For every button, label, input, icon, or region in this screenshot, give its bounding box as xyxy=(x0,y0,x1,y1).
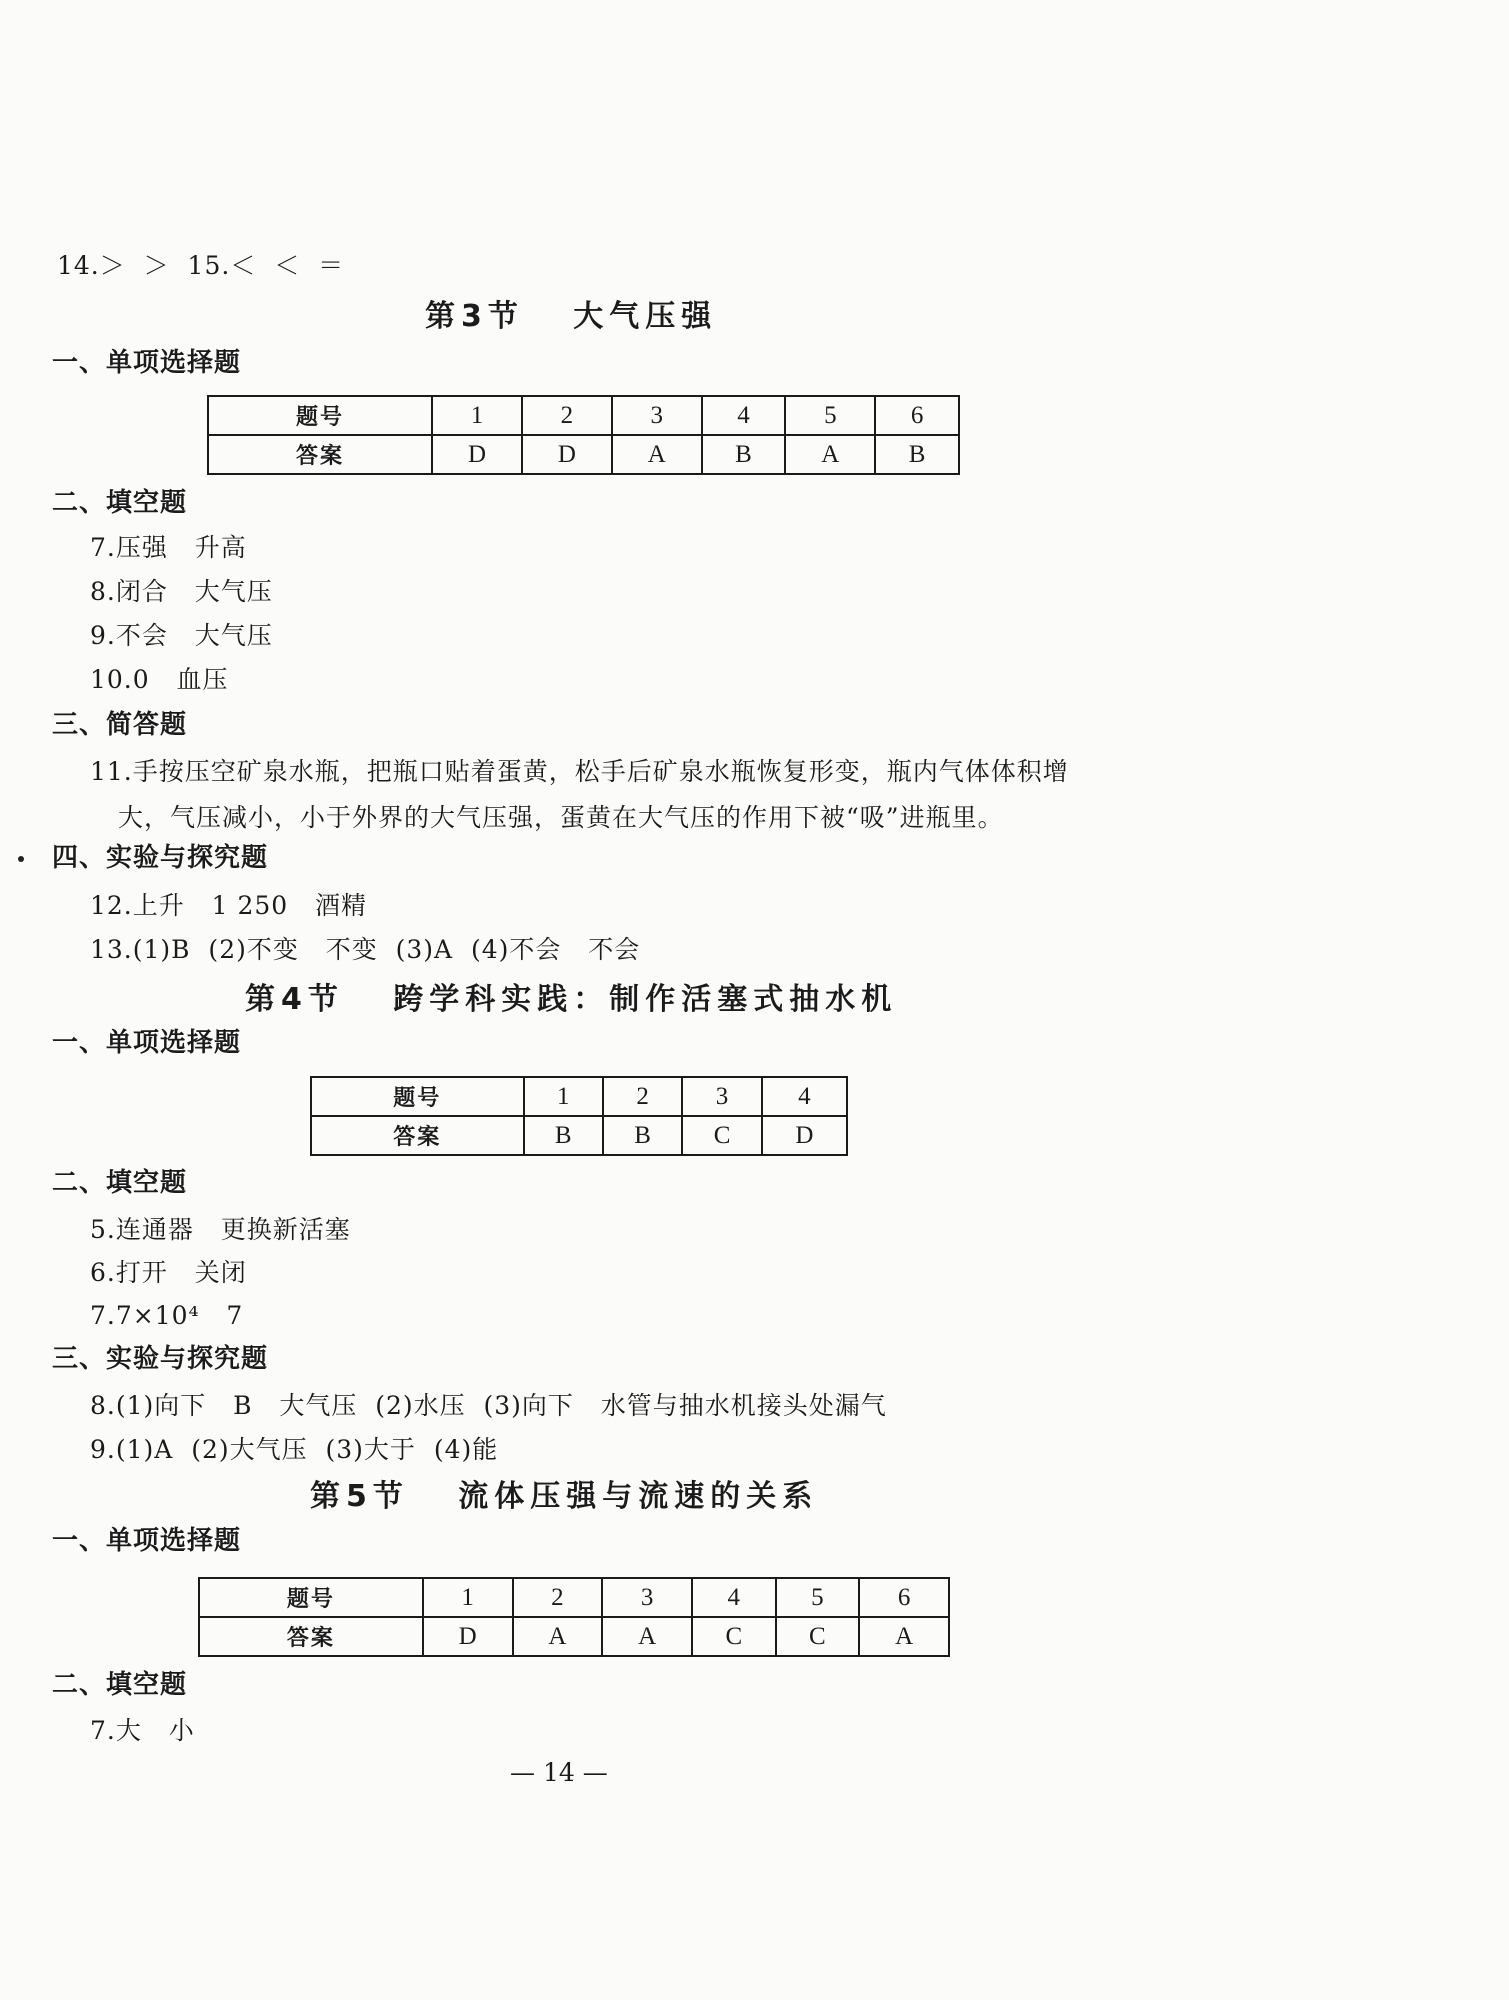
section-heading: 二、填空题 xyxy=(52,488,188,518)
table-cell: D xyxy=(423,1617,513,1656)
answer-table xyxy=(207,395,960,475)
table-cell: 1 xyxy=(432,396,522,435)
table-row xyxy=(208,396,959,435)
table-cell: 1 xyxy=(423,1578,513,1617)
answer-line: 8.(1)向下 B 大气压 (2)水压 (3)向下 水管与抽水机接头处漏气 xyxy=(90,1391,887,1420)
bullet-dot xyxy=(18,856,24,862)
table-cell: 答案 xyxy=(311,1116,524,1155)
table-cell: 题号 xyxy=(311,1077,524,1116)
table-cell: 6 xyxy=(875,396,959,435)
table-cell: C xyxy=(682,1116,761,1155)
table-cell: 2 xyxy=(603,1077,682,1116)
table-cell: 3 xyxy=(602,1578,692,1617)
answer-line: 8.闭合 大气压 xyxy=(90,577,273,606)
table-cell: 3 xyxy=(612,396,702,435)
table-row xyxy=(311,1077,847,1116)
table-cell: A xyxy=(785,435,875,474)
answer-line: 7.7×10⁴ 7 xyxy=(90,1301,244,1330)
table-cell: 1 xyxy=(524,1077,603,1116)
section-heading: 一、单项选择题 xyxy=(52,1028,242,1058)
table-cell: 题号 xyxy=(208,396,432,435)
answer-line: 12.上升 1 250 酒精 xyxy=(90,891,368,920)
table-cell: 3 xyxy=(682,1077,761,1116)
table-cell: 6 xyxy=(859,1578,949,1617)
table-cell: B xyxy=(875,435,959,474)
table-cell: 题号 xyxy=(199,1578,423,1617)
section-title: 第4节 跨学科实践：制作活塞式抽水机 xyxy=(245,982,898,1017)
table-cell: 答案 xyxy=(208,435,432,474)
table-cell: B xyxy=(702,435,786,474)
table-row xyxy=(199,1578,949,1617)
section-heading: 二、填空题 xyxy=(52,1670,188,1700)
table-cell: A xyxy=(859,1617,949,1656)
table-cell: C xyxy=(692,1617,776,1656)
table-cell: D xyxy=(762,1116,847,1155)
answer-table xyxy=(198,1577,950,1657)
table-row xyxy=(208,435,959,474)
section-heading: 三、实验与探究题 xyxy=(52,1344,269,1374)
table-row xyxy=(311,1116,847,1155)
section-title: 第3节 大气压强 xyxy=(425,299,718,334)
table-cell: 4 xyxy=(762,1077,847,1116)
section-heading: 一、单项选择题 xyxy=(52,1526,242,1556)
answer-line: 6.打开 关闭 xyxy=(90,1258,247,1287)
answer-line: 大，气压减小，小于外界的大气压强，蛋黄在大气压的作用下被“吸”进瓶里。 xyxy=(118,803,1004,832)
table-cell: D xyxy=(522,435,612,474)
table-cell: A xyxy=(602,1617,692,1656)
answer-table xyxy=(310,1076,848,1156)
table-cell: C xyxy=(776,1617,860,1656)
table-cell: 2 xyxy=(513,1578,603,1617)
answer-line: 7.大 小 xyxy=(90,1716,195,1745)
table-cell: B xyxy=(603,1116,682,1155)
table-cell: A xyxy=(513,1617,603,1656)
table-cell: 4 xyxy=(692,1578,776,1617)
table-cell: 答案 xyxy=(199,1617,423,1656)
answer-line: 13.(1)B (2)不变 不变 (3)A (4)不会 不会 xyxy=(90,935,641,964)
section-heading: 一、单项选择题 xyxy=(52,348,242,378)
table-cell: 2 xyxy=(522,396,612,435)
answer-line: 5.连通器 更换新活塞 xyxy=(90,1215,351,1244)
section-title: 第5节 流体压强与流速的关系 xyxy=(310,1479,819,1514)
answer-line-14-15: 14.＞ ＞ 15.＜ ＜ ＝ xyxy=(57,251,345,280)
section-heading: 三、简答题 xyxy=(52,710,188,740)
section-heading: 四、实验与探究题 xyxy=(52,843,269,873)
table-cell: 4 xyxy=(702,396,786,435)
answer-line: 10.0 血压 xyxy=(90,665,229,694)
page-number: — 14 — xyxy=(510,1758,608,1787)
answer-line: 11.手按压空矿泉水瓶，把瓶口贴着蛋黄，松手后矿泉水瓶恢复形变，瓶内气体体积增 xyxy=(90,757,1069,786)
table-cell: 5 xyxy=(776,1578,860,1617)
table-cell: 5 xyxy=(785,396,875,435)
section-heading: 二、填空题 xyxy=(52,1168,188,1198)
table-cell: A xyxy=(612,435,702,474)
table-row xyxy=(199,1617,949,1656)
table-cell: D xyxy=(432,435,522,474)
answer-line: 9.(1)A (2)大气压 (3)大于 (4)能 xyxy=(90,1435,499,1464)
answer-line: 9.不会 大气压 xyxy=(90,621,273,650)
table-cell: B xyxy=(524,1116,603,1155)
answer-line: 7.压强 升高 xyxy=(90,533,247,562)
